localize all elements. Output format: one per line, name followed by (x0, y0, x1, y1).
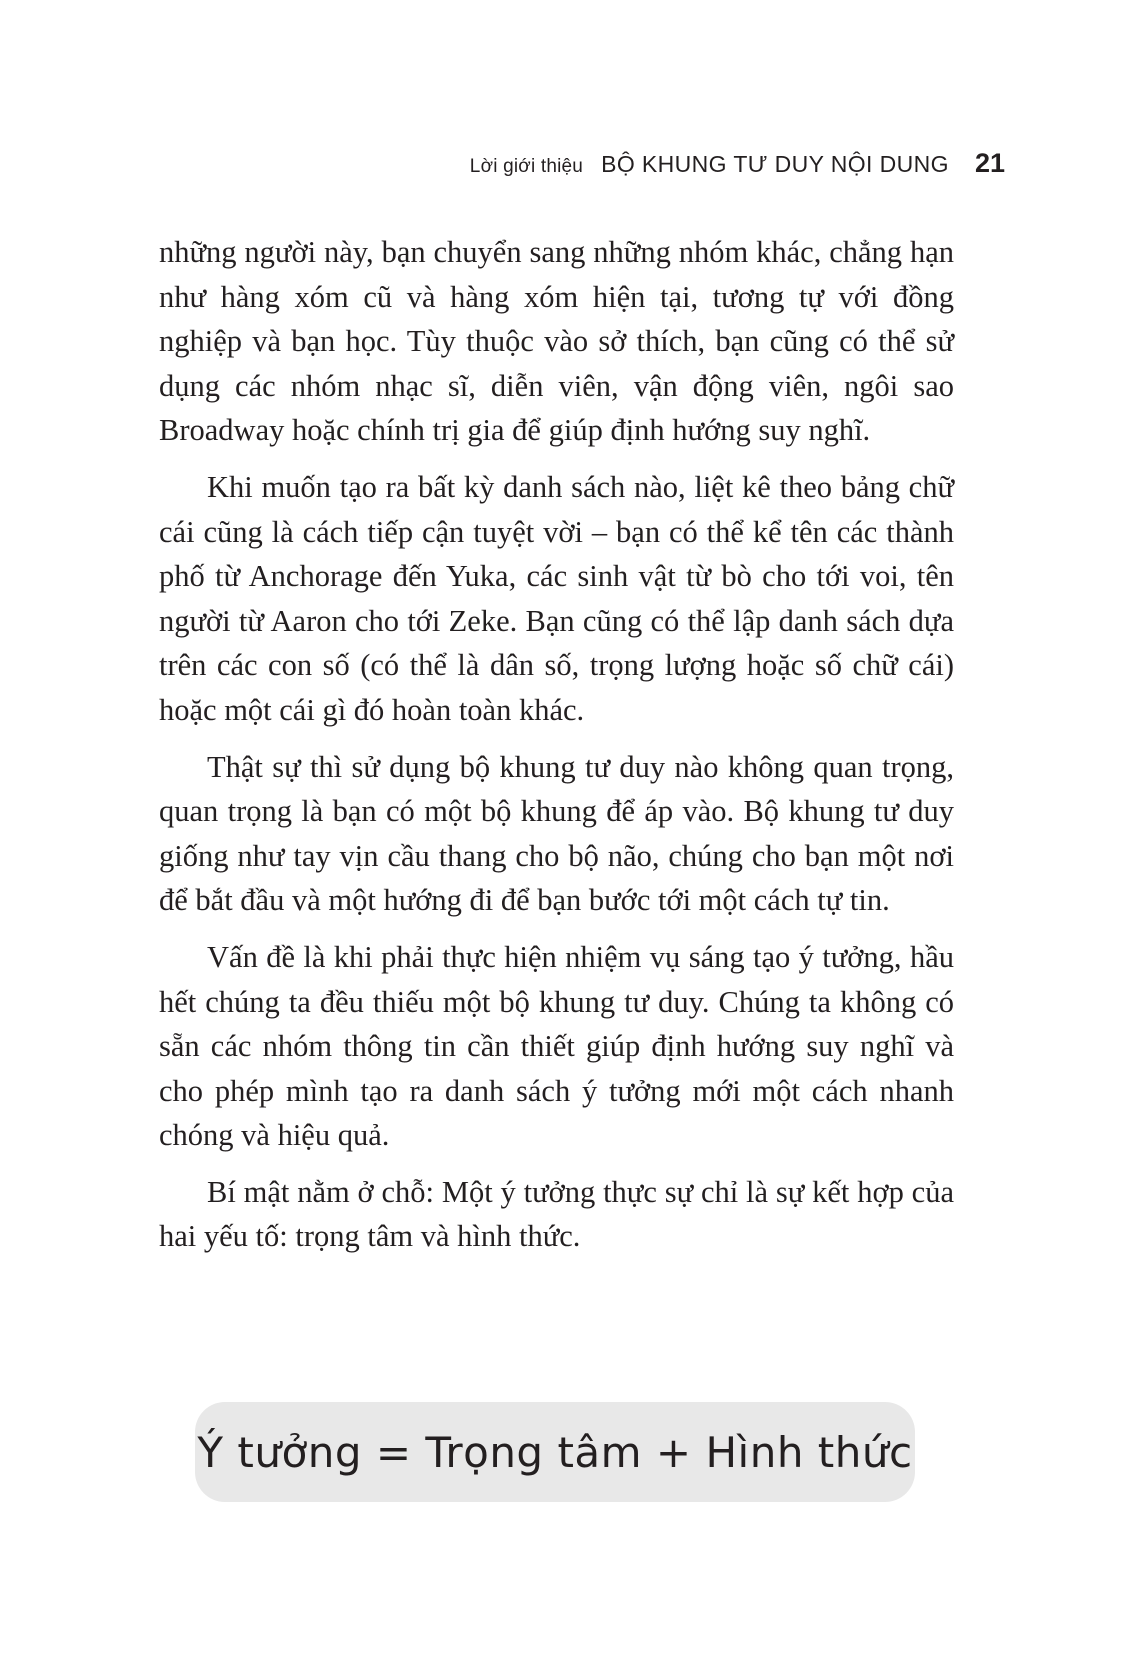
paragraph: Bí mật nằm ở chỗ: Một ý tưởng thực sự chỉ là sự kết hợp của hai yếu tố: trọng tâm và hình thức. (159, 1174, 954, 1254)
paragraph: Thật sự thì sử dụng bộ khung tư duy nào không quan trọng, quan trọng là bạn có một bộ khung để áp vào. Bộ khung tư duy giống như tay vịn cầu thang cho bộ não, chúng cho bạn một nơi để bắt đầu và một hướng đi để bạn bước tới một cách tự tin. (159, 749, 954, 918)
body-text (159, 230, 954, 1271)
paragraph: Khi muốn tạo ra bất kỳ danh sách nào, liệt kê theo bảng chữ cái cũng là cách tiếp cận tuyệt vời – bạn có thể kể tên các thành phố từ Anchorage đến Yuka, các sinh vật từ bò cho tới voi, tên người từ Aaron cho tới Zeke. Bạn cũng có thể lập danh sách dựa trên các con số (có thể là dân số, trọng lượng hoặc số chữ cái) hoặc một cái gì đó hoàn toàn khác. (159, 469, 954, 727)
paragraph-continued: những người này, bạn chuyển sang những nhóm khác, chẳng hạn như hàng xóm cũ và hàng xóm hiện tại, tương tự với đồng nghiệp và bạn học. Tùy thuộc vào sở thích, bạn cũng có thể sử dụng các nhóm nhạc sĩ, diễn viên, vận động viên, ngôi sao Broadway hoặc chính trị gia để giúp định hướng suy nghĩ. (159, 235, 954, 448)
paragraph: Vấn đề là khi phải thực hiện nhiệm vụ sáng tạo ý tưởng, hầu hết chúng ta đều thiếu một bộ khung tư duy. Chúng ta không có sẵn các nhóm thông tin cần thiết giúp định hướng suy nghĩ và cho phép mình tạo ra danh sách ý tưởng mới một cách nhanh chóng và hiệu quả. (159, 939, 954, 1153)
formula-text: Ý tưởng = Trọng tâm + Hình thức (197, 1427, 913, 1477)
section-title: Lời giới thiệu (469, 156, 584, 177)
chapter-title: BỘ KHUNG TƯ DUY NỘI DUNG (601, 151, 949, 177)
formula-box (195, 1402, 915, 1502)
running-header (470, 148, 1005, 179)
page-number: 21 (974, 148, 1005, 178)
